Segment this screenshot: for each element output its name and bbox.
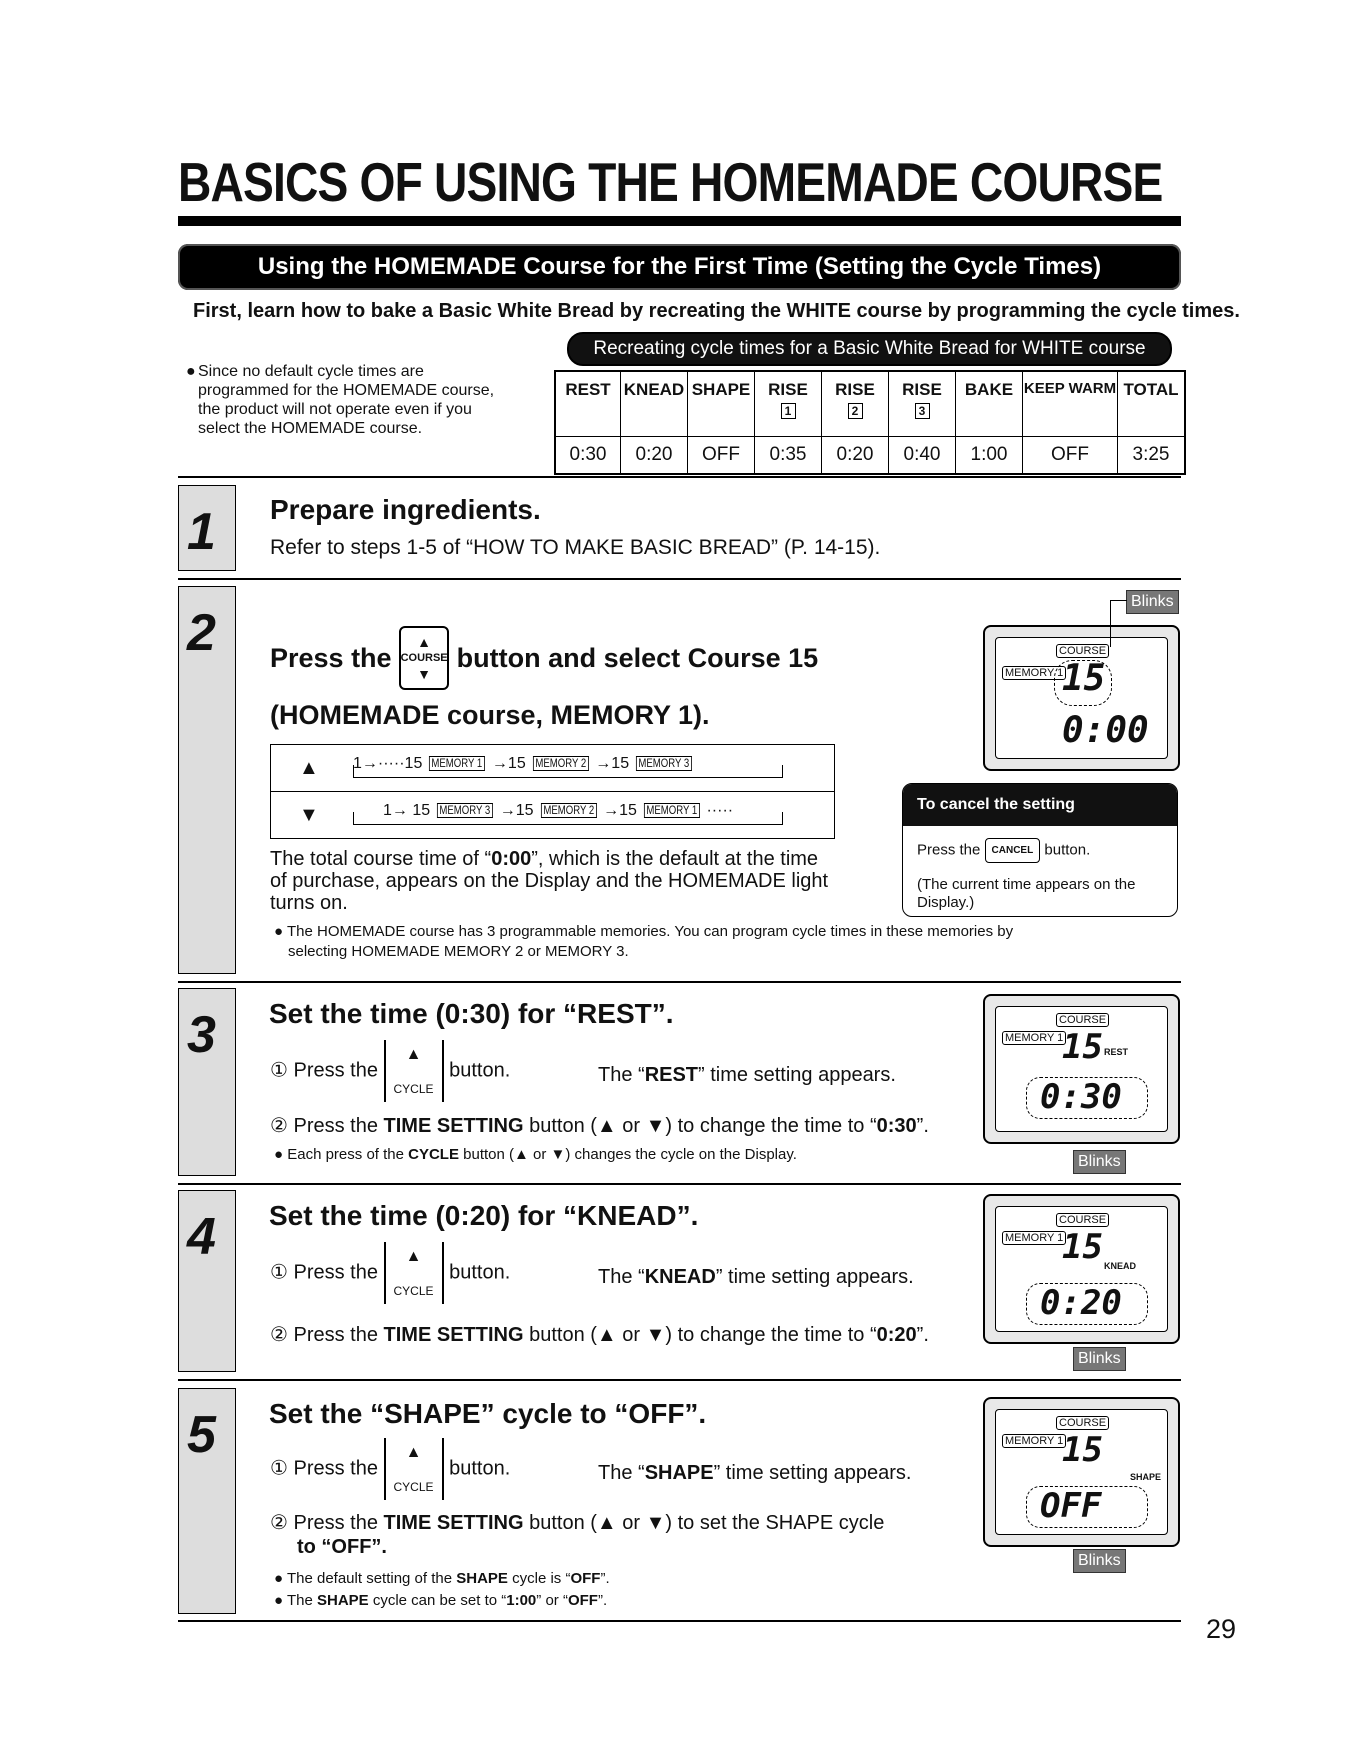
sequence-up: ▲ 1→·····15 MEMORY 1 →15 MEMORY 2 →15 MEMORY 3 [271, 745, 834, 791]
blinks-label: Blinks [1126, 590, 1179, 614]
intro-text: First, learn how to bake a Basic White Bread by recreating the WHITE course by programming the cycle times. [193, 300, 1240, 322]
up-arrow-icon: ▲ [405, 1248, 422, 1265]
divider [178, 1620, 1181, 1622]
blink-indicator [1054, 660, 1112, 706]
step5-line2b: to “OFF”. [297, 1536, 387, 1558]
divider [178, 1183, 1181, 1185]
down-arrow-icon: ▼ [299, 804, 319, 826]
step2-bullet: ● The HOMEMADE course has 3 programmable memories. You can program cycle times in these memories by selecting HOMEMADE MEMORY 2 or MEMORY 3. [274, 923, 1014, 960]
td-rest: 0:30 [555, 437, 621, 475]
step4-heading: Set the time (0:20) for “KNEAD”. [269, 1200, 699, 1231]
step-number-1: 1 [178, 485, 236, 571]
up-arrow-icon: ▲ [405, 1444, 422, 1461]
step5-line2: ② Press the TIME SETTING button (▲ or ▼) to set the SHAPE cycle [270, 1512, 885, 1534]
cancel-note: To cancel the setting Press the CANCEL button. (The current time appears on the Display.) [902, 783, 1178, 917]
step5-heading: Set the “SHAPE” cycle to “OFF”. [269, 1398, 707, 1429]
display-panel: COURSE MEMORY 1 15 REST 0:30 [983, 994, 1180, 1144]
section-banner: Using the HOMEMADE Course for the First Time (Setting the Cycle Times) [178, 244, 1181, 290]
th-rise2: RISE 2 [822, 371, 889, 437]
cancel-title: To cancel the setting [903, 784, 1177, 826]
display-panel: COURSE MEMORY 1 15 KNEAD 0:20 [983, 1194, 1180, 1344]
step3-line2: ② Press the TIME SETTING button (▲ or ▼) to change the time to “0:30”. [270, 1115, 929, 1137]
th-rise3: RISE 3 [889, 371, 956, 437]
title-rule [178, 216, 1181, 226]
cycle-times-table [554, 370, 1186, 475]
time-display: 0:00 [1062, 710, 1149, 751]
note-left: ● Since no default cycle times are programmed for the HOMEMADE course, the product will not operate even if you select the HOMEMADE course. [186, 363, 495, 437]
divider [178, 578, 1181, 580]
td-rise3: 0:40 [889, 437, 956, 475]
step5-bullets: ● The default setting of the SHAPE cycle is “OFF”. ● The SHAPE cycle can be set to “1:00” or “OFF”. [274, 1570, 610, 1609]
time-display: OFF [1040, 1486, 1102, 1526]
sequence-down: ▼ 1→ 15 MEMORY 3 →15 MEMORY 2 →15 MEMORY 1 ····· [271, 791, 834, 838]
memory-label: MEMORY 1 [1002, 666, 1066, 680]
display-panel: COURSE MEMORY 1 15 SHAPE OFF [983, 1397, 1180, 1547]
step2-heading2: (HOMEMADE course, MEMORY 1). [270, 700, 710, 730]
td-total: 3:25 [1118, 437, 1186, 475]
up-arrow-icon: ▲ [299, 757, 319, 779]
cycle-button[interactable]: ▲ CYCLE [384, 1040, 444, 1102]
step2-body: The total course time of “0:00”, which is the default at the time of purchase, appears on the Display and the HOMEMADE light turns on. [270, 848, 829, 914]
course-sequence-box [270, 744, 835, 839]
divider [178, 476, 1181, 478]
step-number-5: 5 [178, 1388, 236, 1614]
page-number: 29 [1206, 1614, 1237, 1644]
cycle-button[interactable]: ▲ CYCLE [384, 1242, 444, 1304]
blinks-label: Blinks [1073, 1347, 1126, 1371]
th-total: TOTAL [1118, 371, 1186, 437]
callout-line [1110, 600, 1127, 647]
step3-heading: Set the time (0:30) for “REST”. [269, 998, 674, 1029]
loop-line [353, 765, 783, 778]
step1-text: Refer to steps 1-5 of “HOW TO MAKE BASIC BREAD” (P. 14-15). [270, 536, 881, 559]
course-number: 15 [1062, 658, 1106, 699]
course-button[interactable]: ▲ COURSE ▼ [399, 626, 449, 690]
th-knead: KNEAD [621, 371, 688, 437]
step3-line1: ① Press the ▲ CYCLE button. [270, 1040, 510, 1102]
up-arrow-icon: ▲ [417, 634, 432, 650]
cycle-button[interactable]: ▲ CYCLE [384, 1438, 444, 1500]
blinks-label: Blinks [1073, 1150, 1126, 1174]
step-number-3: 3 [178, 988, 236, 1176]
loop-line [353, 812, 783, 825]
step4-result: The “KNEAD” time setting appears. [598, 1266, 914, 1288]
step3-bullet: ● Each press of the CYCLE button (▲ or ▼) changes the cycle on the Display. [274, 1146, 797, 1163]
step4-line1: ① Press the ▲ CYCLE button. [270, 1242, 510, 1304]
th-bake: BAKE [956, 371, 1023, 437]
step5-result: The “SHAPE” time setting appears. [598, 1462, 912, 1484]
td-bake: 1:00 [956, 437, 1023, 475]
td-keepwarm: OFF [1023, 437, 1118, 475]
td-shape: OFF [688, 437, 755, 475]
step-number-2: 2 [178, 586, 236, 974]
time-display: 0:20 [1040, 1283, 1122, 1323]
cancel-button[interactable]: CANCEL [985, 838, 1041, 863]
step4-line2: ② Press the TIME SETTING button (▲ or ▼) to change the time to “0:20”. [270, 1324, 929, 1346]
th-shape: SHAPE [688, 371, 755, 437]
td-rise2: 0:20 [822, 437, 889, 475]
step-number-4: 4 [178, 1190, 236, 1372]
time-display: 0:30 [1040, 1077, 1122, 1117]
down-arrow-icon: ▼ [417, 666, 432, 682]
display-panel [983, 625, 1180, 771]
step5-line1: ① Press the ▲ CYCLE button. [270, 1438, 510, 1500]
table-caption: Recreating cycle times for a Basic White Bread for WHITE course [567, 332, 1172, 366]
th-rise1: RISE 1 [755, 371, 822, 437]
course-label: COURSE [1056, 644, 1109, 658]
divider [178, 1379, 1181, 1381]
divider [178, 981, 1181, 983]
th-keepwarm: KEEP WARM [1023, 371, 1118, 437]
step2-heading: Press the ▲ COURSE ▼ button and select Course 15 [270, 628, 818, 692]
td-knead: 0:20 [621, 437, 688, 475]
th-rest: REST [565, 380, 611, 399]
up-arrow-icon: ▲ [405, 1046, 422, 1063]
page-title: BASICS OF USING THE HOMEMADE COURSE [178, 151, 1163, 213]
step1-heading: Prepare ingredients. [270, 494, 541, 525]
step3-result: The “REST” time setting appears. [598, 1064, 896, 1086]
td-rise1: 0:35 [755, 437, 822, 475]
blinks-label: Blinks [1073, 1549, 1126, 1573]
